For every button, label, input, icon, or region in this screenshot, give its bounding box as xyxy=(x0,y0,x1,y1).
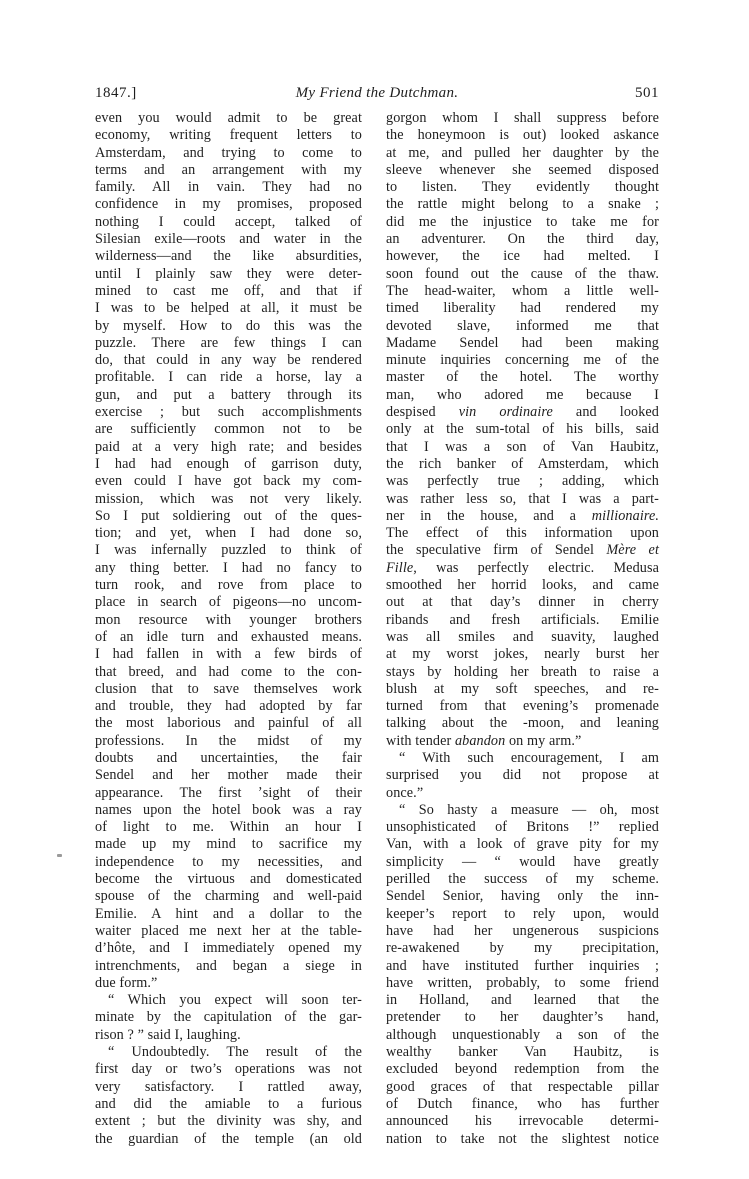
text-line: confidence in my promises, proposed xyxy=(95,196,362,213)
header-year: 1847.] xyxy=(95,85,137,101)
text-line: spouse of the charming and well-paid xyxy=(95,888,362,905)
text-line: nothing I could accept, talked of xyxy=(95,213,362,230)
text-line: only at the sum-total of his bills, said xyxy=(386,421,659,438)
text-line: “ Undoubtedly. The result of the xyxy=(108,1044,362,1061)
text-line: first day or two’s operations was not xyxy=(95,1061,362,1078)
text-line: at me, and pulled her daughter by the xyxy=(386,144,659,161)
text-line: economy, writing frequent letters to xyxy=(95,127,362,144)
text-line: out at that day’s dinner in cherry xyxy=(386,594,659,611)
text-line: “ So hasty a measure — oh, most xyxy=(399,801,659,818)
text-line: names upon the hotel book was a ray xyxy=(95,801,362,818)
text-line: although unquestionably a son of the xyxy=(386,1026,659,1043)
text-line: smoothed her horrid looks, and came xyxy=(386,577,659,594)
text-line: intrenchments, and began a siege in xyxy=(95,957,362,974)
text-line: blush at my soft speeches, and re- xyxy=(386,680,659,697)
text-line: at my worst jokes, nearly burst her xyxy=(386,646,659,663)
text-line: ribands and fresh artificials. Emilie xyxy=(386,611,659,628)
text-line: the rattle might belong to a snake ; xyxy=(386,196,659,213)
text-line: man, who adored me because I xyxy=(386,386,659,403)
text-line: pretender to her daughter’s hand, xyxy=(386,1009,659,1026)
text-line: and have instituted further inquiries ; xyxy=(386,957,659,974)
text-line: very satisfactory. I rattled away, xyxy=(95,1078,362,1095)
paragraph xyxy=(386,802,659,1148)
text-line: mission, which was not very likely. xyxy=(95,490,362,507)
stray-mark xyxy=(57,854,62,857)
text-line: the most laborious and painful of all xyxy=(95,715,362,732)
text-line: the rich banker of Amsterdam, which xyxy=(386,455,659,472)
text-line: wealthy banker Van Haubitz, is xyxy=(386,1044,659,1061)
text-line: turn rook, and rove from place to xyxy=(95,577,362,594)
text-line: Van, with a look of grave pity for my xyxy=(386,836,659,853)
text-line: excluded beyond redemption from the xyxy=(386,1061,659,1078)
text-line: of Dutch finance, who has further xyxy=(386,1095,659,1112)
text-line: and did the amiable to a furious xyxy=(95,1095,362,1112)
text-line: mined to cast me off, and that if xyxy=(95,282,362,299)
text-line: Emilie. A hint and a dollar to the xyxy=(95,905,362,922)
text-line: I was infernally puzzled to think of xyxy=(95,542,362,559)
text-line: “ Which you expect will soon ter- xyxy=(108,992,362,1009)
text-line: mon resource with younger brothers xyxy=(95,611,362,628)
text-line: of light to me. Within an hour I xyxy=(95,819,362,836)
text-line: Amsterdam, and trying to come to xyxy=(95,144,362,161)
text-line: the guardian of the temple (an old xyxy=(95,1130,362,1147)
text-line: re-awakened by my precipitation, xyxy=(386,940,659,957)
text-line: I had had enough of garrison duty, xyxy=(95,455,362,472)
text-line: that I was a son of Van Haubitz, xyxy=(386,438,659,455)
text-line: the honeymoon is out) looked askance xyxy=(386,127,659,144)
text-line: Fille, was perfectly electric. Medusa xyxy=(386,559,659,576)
text-line: surprised you did not propose at xyxy=(386,767,659,784)
text-line: by myself. How to do this was the xyxy=(95,317,362,334)
text-line: due form.” xyxy=(95,974,158,991)
text-line: exercise ; but such accomplishments xyxy=(95,404,362,421)
text-line: minute inquiries concerning me of the xyxy=(386,352,659,369)
text-line: keeper’s report to rely upon, would xyxy=(386,905,659,922)
text-line: minate by the capitulation of the gar- xyxy=(95,1009,362,1026)
text-line: have written, probably, to some friend xyxy=(386,974,659,991)
text-line: that breed, and had come to the con- xyxy=(95,663,362,680)
page-header xyxy=(95,84,659,102)
text-line: appearance. The first ʼsight of their xyxy=(95,784,362,801)
magazine-page xyxy=(95,84,659,1148)
text-line: even could I have got back my com- xyxy=(95,473,362,490)
paragraph xyxy=(386,750,659,802)
text-line: to listen. They evidently thought xyxy=(386,179,659,196)
text-line: was rather less so, that I was a part- xyxy=(386,490,659,507)
text-line: The effect of this information upon xyxy=(386,525,659,542)
header-page-number: 501 xyxy=(635,85,659,101)
text-line: place in search of pigeons—no uncom- xyxy=(95,594,362,611)
text-line: despised vin ordinaire and looked xyxy=(386,404,659,421)
text-line: professions. In the midst of my xyxy=(95,732,362,749)
text-line: once.” xyxy=(386,784,424,801)
text-line: So I put soldiering out of the ques- xyxy=(95,507,362,524)
text-line: an adventurer. On the third day, xyxy=(386,231,659,248)
text-line: ner in the house, and a millionaire. xyxy=(386,507,659,524)
text-line: Madame Sendel had been making xyxy=(386,334,659,351)
text-line: sleeve whenever she seemed disposed xyxy=(386,161,659,178)
text-line: good graces of that respectable pillar xyxy=(386,1078,659,1095)
text-line: did me the injustice to take me for xyxy=(386,213,659,230)
text-line: family. All in vain. They had no xyxy=(95,179,362,196)
left-column xyxy=(95,110,362,1148)
text-line: puzzle. There are few things I can xyxy=(95,334,362,351)
text-line: Sendel and her mother made their xyxy=(95,767,362,784)
text-line: talking about the -moon, and leaning xyxy=(386,715,659,732)
right-column xyxy=(386,110,659,1148)
text-line: do, that could in any way be rendered xyxy=(95,352,362,369)
header-title: My Friend the Dutchman. xyxy=(295,85,459,101)
text-line: stays by holding her breath to raise a xyxy=(386,663,659,680)
text-line: made up my mind to sacrifice my xyxy=(95,836,362,853)
text-line: have had her ungenerous suspicions xyxy=(386,922,659,939)
text-line: d’hôte, and I immediately opened my xyxy=(95,940,362,957)
text-line: clusion that to save themselves work xyxy=(95,680,362,697)
text-line: Silesian exile—roots and water in the xyxy=(95,231,362,248)
text-line: gorgon whom I shall suppress before xyxy=(386,110,659,126)
paragraph xyxy=(95,992,362,1044)
text-line: was perfectly true ; adding, which xyxy=(386,473,659,490)
paragraph xyxy=(95,1044,362,1148)
text-line: profitable. I can ride a horse, lay a xyxy=(95,369,362,386)
text-line: unsophisticated of Britons !” replied xyxy=(386,819,659,836)
text-line: in Holland, and learned that the xyxy=(386,992,659,1009)
text-line: even you would admit to be great xyxy=(95,110,362,126)
text-line: tion; and yet, when I had done so, xyxy=(95,525,362,542)
text-line: terms and an arrangement with my xyxy=(95,161,362,178)
text-line: devoted slave, informed me that xyxy=(386,317,659,334)
text-line: and trouble, they had adopted by far xyxy=(95,698,362,715)
text-line: are sufficiently common not to be xyxy=(95,421,362,438)
text-line: the speculative firm of Sendel Mère et xyxy=(386,542,659,559)
text-line: any thing better. I had no fancy to xyxy=(95,559,362,576)
text-line: independence to my necessities, and xyxy=(95,853,362,870)
text-line: Sendel Senior, having only the inn- xyxy=(386,888,659,905)
text-line: extent ; but the divinity was shy, and xyxy=(95,1113,362,1130)
text-line: “ With such encouragement, I am xyxy=(399,749,659,766)
text-columns xyxy=(95,110,659,1148)
text-line: until I plainly saw they were deter- xyxy=(95,265,362,282)
text-line: doubts and uncertainties, the fair xyxy=(95,749,362,766)
text-line: rison ? ” said I, laughing. xyxy=(95,1026,241,1043)
text-line: announced his irrevocable determi- xyxy=(386,1113,659,1130)
text-line: I had fallen in with a few birds of xyxy=(95,646,362,663)
text-line: master of the hotel. The worthy xyxy=(386,369,659,386)
text-line: was all smiles and suavity, laughed xyxy=(386,628,659,645)
paragraph xyxy=(95,110,362,992)
text-line: with tender abandon on my arm.” xyxy=(386,732,582,749)
text-line: paid at a very high rate; and besides xyxy=(95,438,362,455)
text-line: gun, and put a battery through its xyxy=(95,386,362,403)
text-line: however, the ice had melted. I xyxy=(386,248,659,265)
paragraph xyxy=(386,110,659,750)
text-line: nation to take not the slightest notice xyxy=(386,1130,659,1147)
text-line: become the virtuous and domesticated xyxy=(95,871,362,888)
text-line: turned from that evening’s promenade xyxy=(386,698,659,715)
text-line: perilled the success of my scheme. xyxy=(386,871,659,888)
text-line: timed liberality had rendered my xyxy=(386,300,659,317)
text-line: wilderness—and the like absurdities, xyxy=(95,248,362,265)
text-line: waiter placed me next her at the table- xyxy=(95,922,362,939)
text-line: soon found out the cause of the thaw. xyxy=(386,265,659,282)
text-line: simplicity — “ would have greatly xyxy=(386,853,659,870)
text-line: The head-waiter, whom a little well- xyxy=(386,282,659,299)
text-line: I was to be helped at all, it must be xyxy=(95,300,362,317)
text-line: of an idle turn and exhausted means. xyxy=(95,628,362,645)
